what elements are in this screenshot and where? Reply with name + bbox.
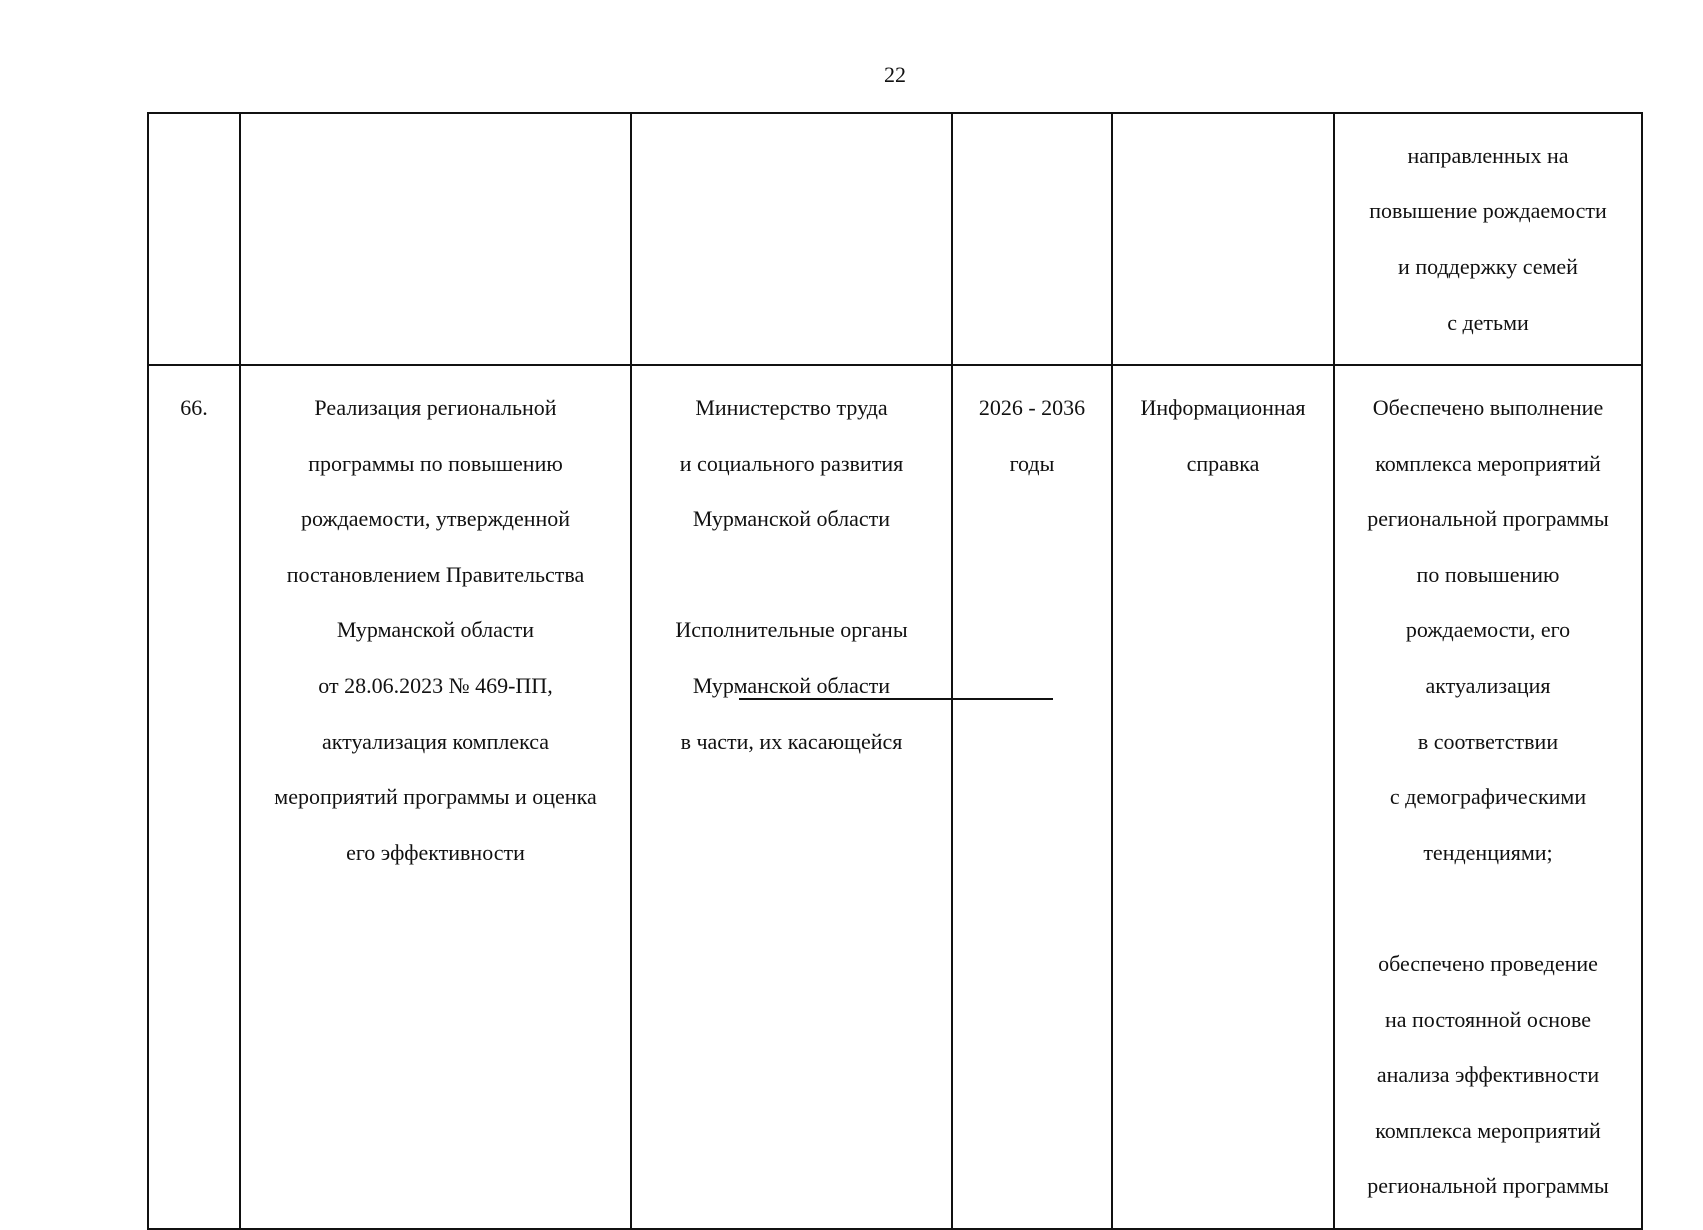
cell-period [952,365,1112,1229]
result-line: анализа эффективности [1376,1062,1600,1088]
event-line: актуализация комплекса [321,728,550,754]
cell-event [240,113,631,365]
result-line: с демографическими [1389,784,1587,810]
executor-line: и социального развития [679,450,904,476]
executor-line: Министерство труда [695,394,888,420]
end-of-document-rule [739,698,1053,700]
result-line: комплекса мероприятий [1375,450,1601,476]
event-line: постановлением Правительства [286,561,585,587]
result-line: направленных на [1407,142,1569,168]
period-line: годы [1009,450,1055,476]
event-line: мероприятий программы и оценка [274,784,597,810]
result-line: повышение рождаемости [1369,198,1607,224]
result-line: региональной программы [1367,506,1609,532]
result-line: Обеспечено выполнение [1372,394,1604,420]
result-line: на постоянной основе [1384,1006,1592,1032]
result-line: рождаемости, его [1405,617,1571,643]
result-line: региональной программы [1367,1173,1609,1199]
event-line: Мурманской области [336,617,535,643]
executor-line: Мурманской области [692,506,891,532]
executor-line: в части, их касающейся [680,728,903,754]
cell-document [1112,113,1334,365]
executor-line: Исполнительные органы [675,617,908,643]
period-line: 2026 - 2036 [978,394,1086,420]
document-line: справка [1186,450,1260,476]
result-line: с детьми [1447,309,1529,335]
cell-event [240,365,631,1229]
cell-executor [631,365,952,1229]
cell-number [148,365,240,1229]
result-line: обеспечено проведение [1378,950,1598,976]
cell-result [1334,365,1642,1229]
event-line: его эффективности [346,839,525,865]
paragraph-gap [1343,894,1633,922]
cell-number [148,113,240,365]
cell-executor [631,113,952,365]
result-line: тенденциями; [1423,839,1553,865]
cell-result [1334,113,1642,365]
table-row-continuation [148,113,1642,365]
measures-table [147,112,1643,1230]
cell-period [952,113,1112,365]
page-number: 22 [884,62,906,87]
executor-line: Мурманской области [692,672,891,698]
result-line: комплекса мероприятий [1375,1117,1601,1143]
event-line: Реализация региональной [314,394,557,420]
result-line: и поддержку семей [1398,253,1578,279]
event-line: от 28.06.2023 № 469-ПП, [318,672,553,698]
cell-document [1112,365,1334,1229]
result-line: по повышению [1416,561,1560,587]
result-line: актуализация [1425,672,1551,698]
paragraph-gap [640,561,943,589]
document-line: Информационная [1140,394,1306,420]
event-line: рождаемости, утвержденной [300,506,571,532]
event-line: программы по повышению [308,450,563,476]
result-line: в соответствии [1417,728,1559,754]
table-row-66 [148,365,1642,1229]
row-number: 66. [180,394,208,420]
